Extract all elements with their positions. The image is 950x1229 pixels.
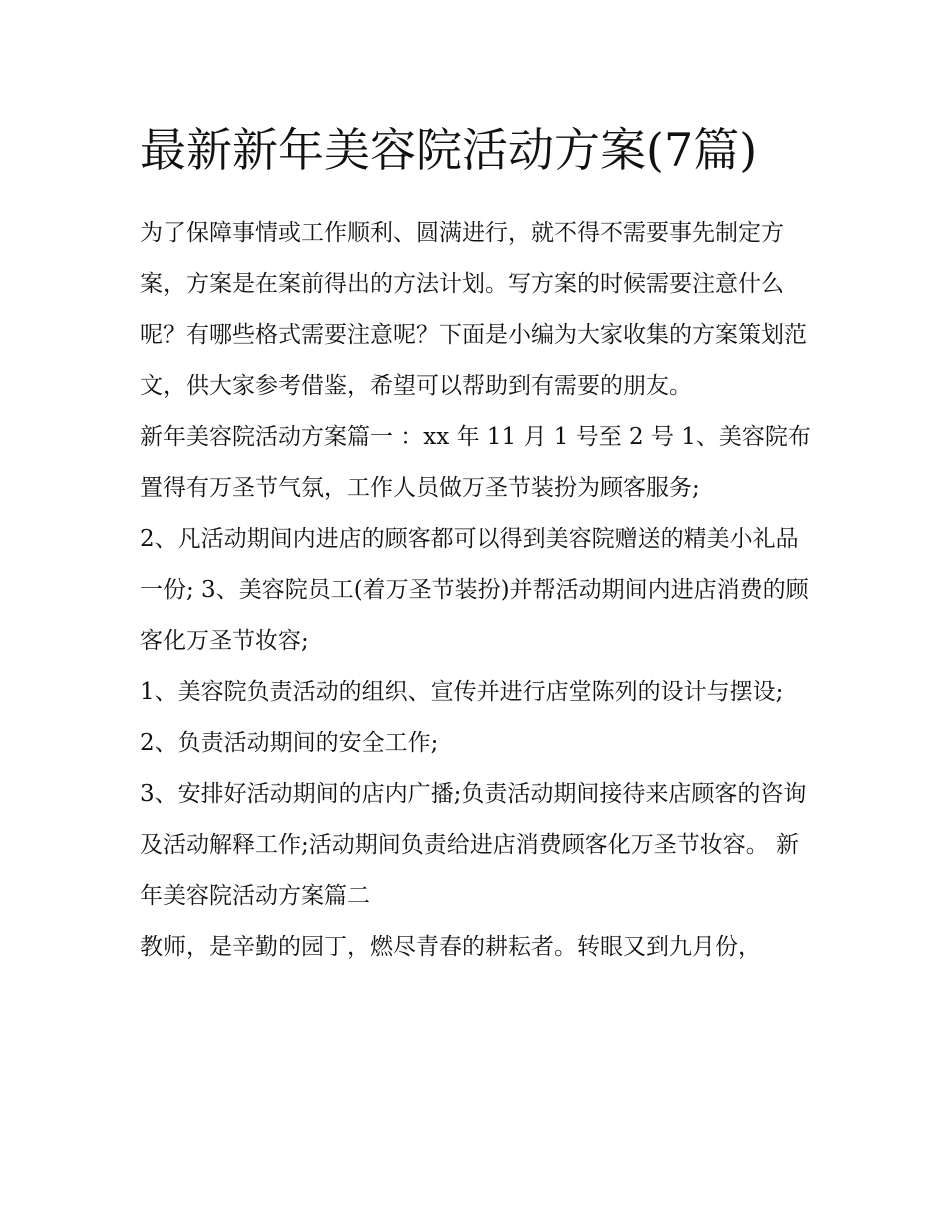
paragraph-duty-1-2: 1、美容院负责活动的组织、宣传并进行店堂陈列的设计与摆设; 2、负责活动期间的安全工作; bbox=[140, 679, 784, 756]
paragraph-duty-3: 3、安排好活动期间的店内广播;负责活动期间接待来店顾客的咨询及活动解释工作;活动期间负责给进店消费顾客化万圣节妆容。 新年美容院活动方案篇二 bbox=[140, 781, 807, 909]
paragraph-plan-one: 新年美容院活动方案篇一 ：xx 年 11 月 1 号至 2 号 1、美容院布置得有万圣节气氛，工作人员做万圣节装扮为顾客服务; bbox=[140, 424, 811, 501]
paragraph-plan-two: 教师，是辛勤的园丁，燃尽青春的耕耘者。转眼又到九月份， bbox=[140, 934, 761, 960]
paragraph-intro: 为了保障事情或工作顺利、圆满进行，就不得不需要事先制定方案，方案是在案前得出的方法计划。写方案的时候需要注意什么呢？有哪些格式需要注意呢？下面是小编为大家收集的方案策划范文，供大家参考借鉴，希望可以帮助到有需要的朋友。 bbox=[140, 220, 807, 399]
paragraph-item-2-3: 2、凡活动期间内进店的顾客都可以得到美容院赠送的精美小礼品一份; 3、美容院员工(着万圣节装扮)并帮活动期间内进店消费的顾客化万圣节妆容; bbox=[140, 526, 809, 654]
document-page bbox=[140, 110, 820, 973]
document-title: 最新新年美容院活动方案(7篇) bbox=[140, 123, 758, 177]
document-body bbox=[140, 208, 820, 973]
